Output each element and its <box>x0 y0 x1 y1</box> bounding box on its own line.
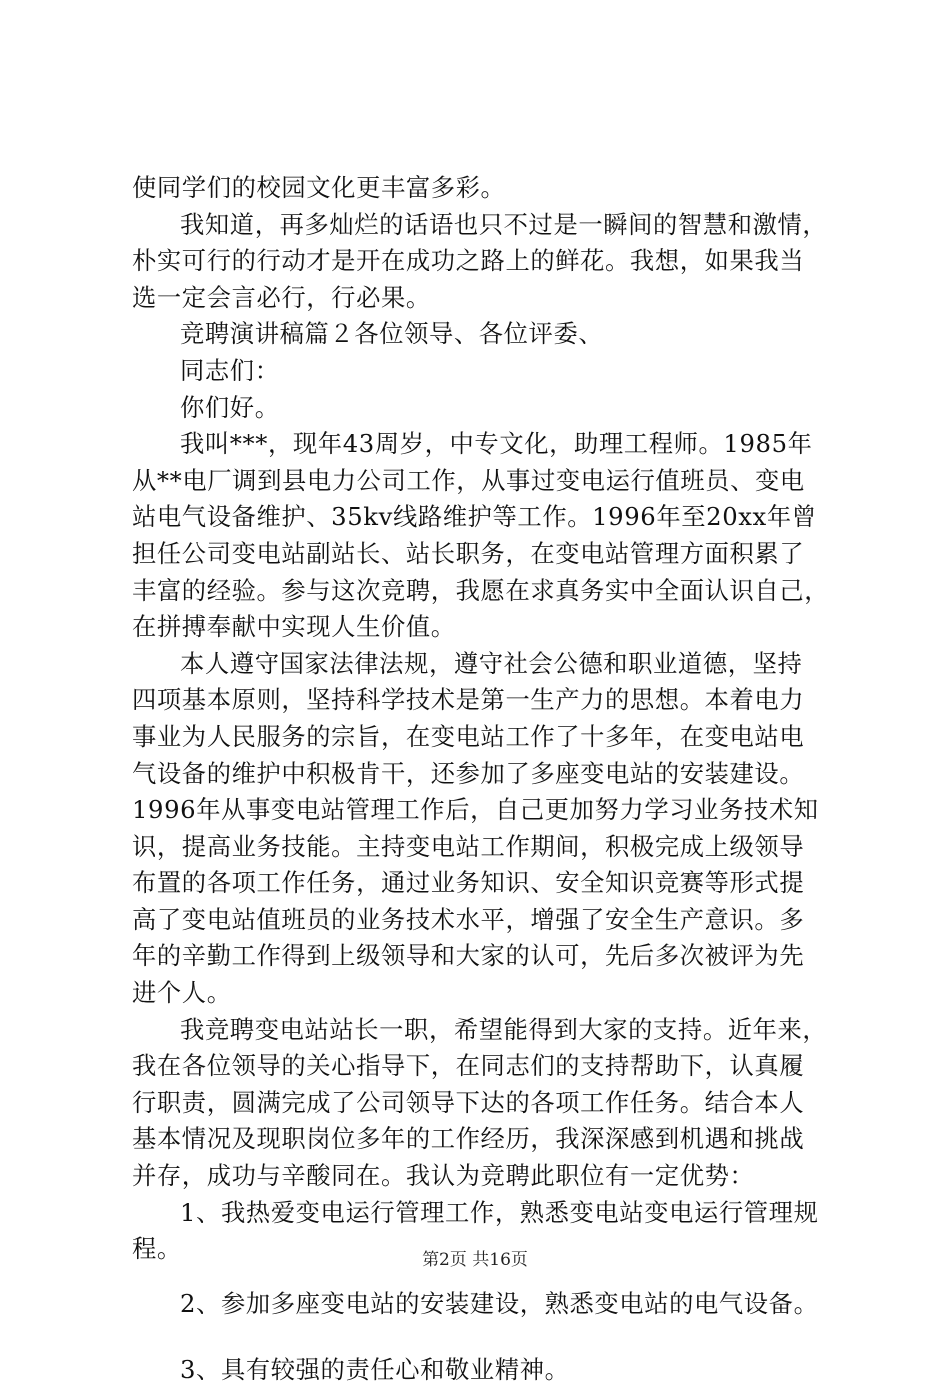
list-item-line: 3、具有较强的责任心和敬业精神。 <box>180 1355 570 1385</box>
list-item-line: 2、参加多座变电站的安装建设，熟悉变电站的电气设备。 <box>180 1288 819 1318</box>
text-line: 担任公司变电站副站长、站长职务，在变电站管理方面积累了 <box>132 538 805 568</box>
text-line: 从**电厂调到县电力公司工作，从事过变电运行值班员、变电 <box>132 465 805 495</box>
text-line: 事业为人民服务的宗旨，在变电站工作了十多年，在变电站电 <box>132 721 805 751</box>
text-line: 四项基本原则，坚持科学技术是第一生产力的思想。本着电力 <box>132 685 805 715</box>
text-line: 我叫***，现年43周岁，中专文化，助理工程师。1985年 <box>180 429 813 459</box>
list-item-line: 1、我热爱变电运行管理工作，熟悉变电站变电运行管理规 <box>180 1197 819 1227</box>
greeting-line: 你们好。 <box>180 392 280 422</box>
text-line: 基本情况及现职岗位多年的工作经历，我深深感到机遇和挑战 <box>132 1124 805 1154</box>
text-line: 使同学们的校园文化更丰富多彩。 <box>132 173 506 202</box>
text-line: 丰富的经验。参与这次竞聘，我愿在求真务实中全面认识自己， <box>132 575 830 605</box>
text-line: 高了变电站值班员的业务技术水平，增强了安全生产意识。多 <box>132 904 805 934</box>
salutation-line: 同志们： <box>180 355 280 385</box>
text-line: 进个人。 <box>132 978 232 1008</box>
text-line: 在拼搏奉献中实现人生价值。 <box>132 612 456 642</box>
section-heading-line: 竞聘演讲稿篇２各位领导、各位评委、 <box>180 319 604 349</box>
document-body <box>132 170 858 1389</box>
text-line: 布置的各项工作任务，通过业务知识、安全知识竞赛等形式提 <box>132 868 805 898</box>
list-item-line: 程。 <box>132 1234 182 1264</box>
text-line: 我在各位领导的关心指导下，在同志们的支持帮助下，认真履 <box>132 1051 805 1081</box>
text-line: 站电气设备维护、35kv线路维护等工作。1996年至20xx年曾 <box>132 502 817 532</box>
text-line: 气设备的维护中积极肯干，还参加了多座变电站的安装建设。 <box>132 758 805 788</box>
text-line: 选一定会言必行，行必果。 <box>132 282 431 312</box>
text-line: 年的辛勤工作得到上级领导和大家的认可，先后多次被评为先 <box>132 941 805 971</box>
page-number-footer: 第2页 共16页 <box>422 1250 528 1270</box>
text-line: 朴实可行的行动才是开在成功之路上的鲜花。我想，如果我当 <box>132 246 805 276</box>
text-line: 本人遵守国家法律法规，遵守社会公德和职业道德，坚持 <box>180 648 803 678</box>
text-line: 行职责，圆满完成了公司领导下达的各项工作任务。结合本人 <box>132 1087 805 1117</box>
text-line: 1996年从事变电站管理工作后，自己更加努力学习业务技术知 <box>132 795 819 825</box>
text-line: 我竞聘变电站站长一职，希望能得到大家的支持。近年来， <box>180 1014 828 1044</box>
text-line: 识，提高业务技能。主持变电站工作期间，积极完成上级领导 <box>132 831 805 861</box>
text-line: 我知道，再多灿烂的话语也只不过是一瞬间的智慧和激情， <box>180 209 828 239</box>
text-line: 并存，成功与辛酸同在。我认为竞聘此职位有一定优势： <box>132 1161 755 1191</box>
